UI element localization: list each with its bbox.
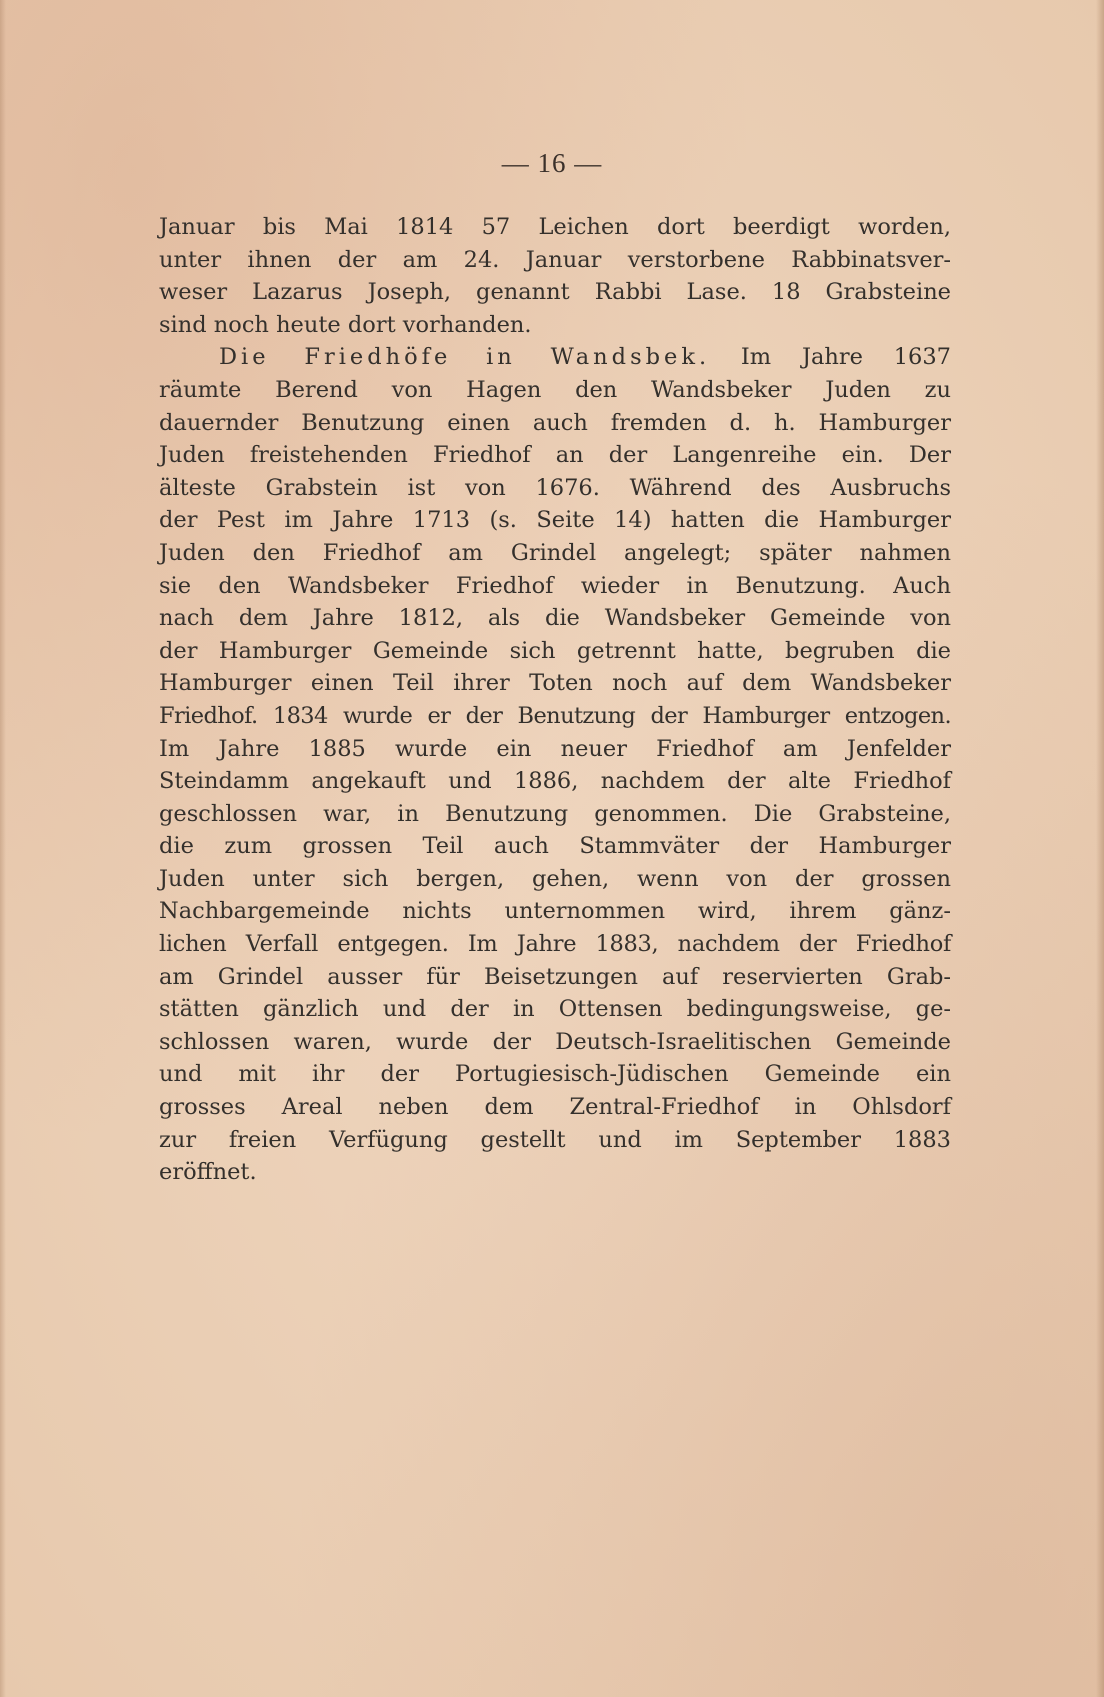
text-line: grosses Areal neben dem Zentral-Friedhof in Ohlsdorf: [159, 1094, 951, 1121]
text-line: Juden den Friedhof am Grindel angelegt; später nahmen: [159, 539, 951, 566]
text-line: der Hamburger Gemeinde sich getrennt hatte, begruben die: [159, 637, 951, 664]
text-line: schlossen waren, wurde der Deutsch-Israelitischen Gemeinde: [159, 1028, 951, 1055]
text-line: lichen Verfall entgegen. Im Jahre 1883, nachdem der Friedhof: [159, 931, 951, 958]
page-number: — 16 —: [501, 148, 603, 178]
text-line: und mit ihr der Portugiesisch-Jüdischen Gemeinde ein: [159, 1061, 951, 1088]
section-heading: Die Friedhöfe in Wandsbek.: [219, 344, 711, 371]
body-text: [159, 211, 951, 1189]
text-line: eröffnet.: [159, 1159, 257, 1186]
text-line: Nachbargemeinde nichts unternommen wird, ihrem gänz-: [159, 898, 951, 925]
text-line: Juden freistehenden Friedhof an der Langenreihe ein. Der: [159, 442, 951, 469]
page-edge-right: [1096, 0, 1104, 1697]
text-line: Januar bis Mai 1814 57 Leichen dort beerdigt worden,: [159, 214, 951, 240]
text-line: Hamburger einen Teil ihrer Toten noch auf dem Wandsbeker: [159, 670, 951, 697]
text-line: älteste Grabstein ist von 1676. Während des Ausbruchs: [159, 474, 951, 501]
text-line: sie den Wandsbeker Friedhof wieder in Benutzung. Auch: [159, 572, 951, 599]
text-line: die zum grossen Teil auch Stammväter der Hamburger: [159, 833, 951, 860]
text-line: zur freien Verfügung gestellt und im September 1883: [159, 1126, 951, 1153]
text-line: Juden unter sich bergen, gehen, wenn von der grossen: [159, 865, 951, 892]
text-line: stätten gänzlich und der in Ottensen bedingungsweise, ge-: [159, 996, 951, 1023]
text-line: Im Jahre 1885 wurde ein neuer Friedhof am Jenfelder: [159, 735, 951, 762]
page-edge-left: [0, 0, 6, 1697]
text-line: nach dem Jahre 1812, als die Wandsbeker Gemeinde von: [159, 605, 951, 632]
text-line: am Grindel ausser für Beisetzungen auf reservierten Grab-: [159, 963, 951, 990]
text-line: Steindamm angekauft und 1886, nachdem der alte Friedhof: [159, 768, 951, 795]
text-line: Friedhof. 1834 wurde er der Benutzung der Hamburger entzogen.: [159, 702, 951, 729]
text-line: sind noch heute dort vorhanden.: [159, 311, 532, 338]
text-line-fragment: Im Jahre 1637: [740, 344, 951, 371]
text-line: der Pest im Jahre 1713 (s. Seite 14) hatten die Hamburger: [159, 507, 951, 534]
text-line: geschlossen war, in Benutzung genommen. Die Grabsteine,: [159, 800, 951, 827]
text-line: unter ihnen der am 24. Januar verstorbene Rabbinatsver-: [159, 246, 951, 273]
text-line: räumte Berend von Hagen den Wandsbeker Juden zu: [159, 376, 951, 403]
section-heading-line: [159, 341, 951, 374]
text-line: weser Lazarus Joseph, genannt Rabbi Lase. 18 Grabsteine: [159, 279, 951, 306]
text-line: dauernder Benutzung einen auch fremden d. h. Hamburger: [159, 409, 951, 436]
